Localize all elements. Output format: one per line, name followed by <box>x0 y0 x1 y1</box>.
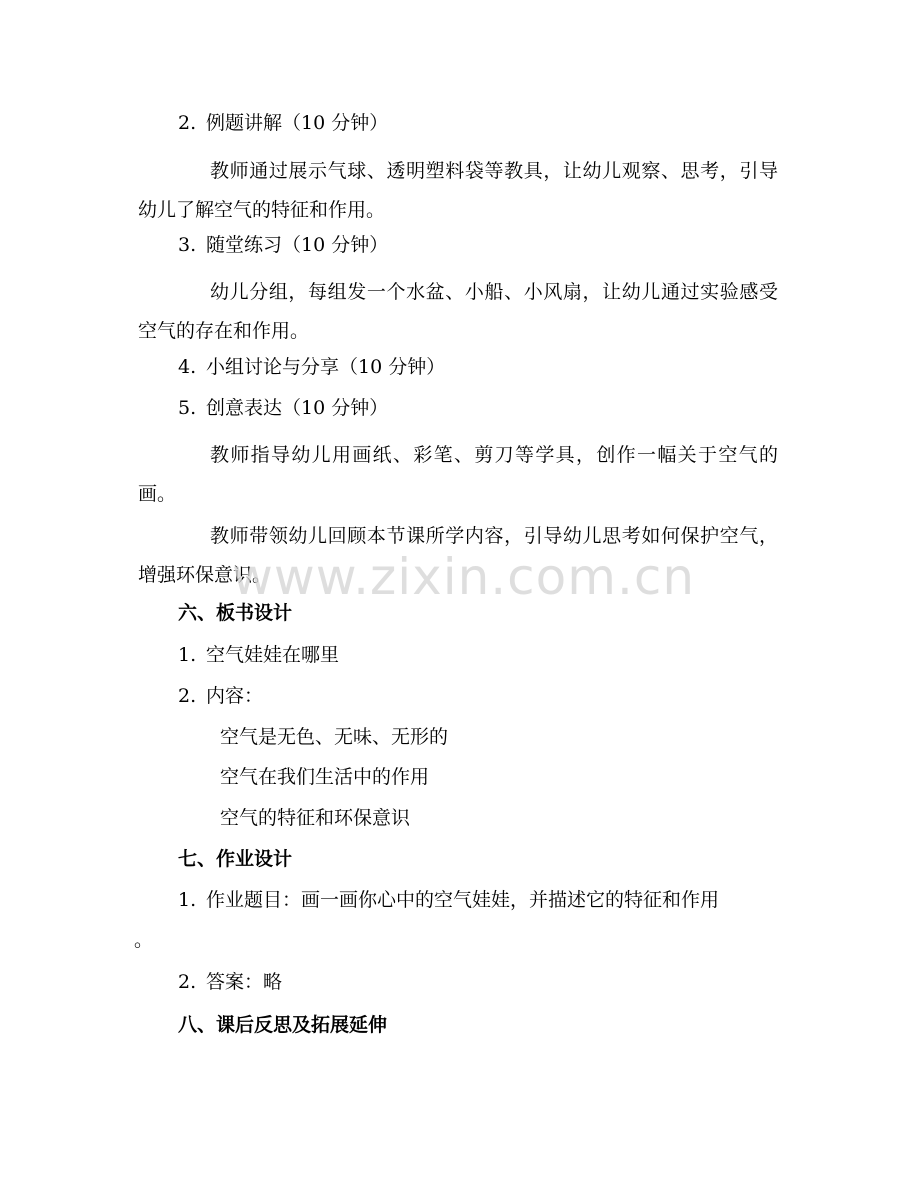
paragraph-drawing-activity: 教师指导幼儿用画纸、彩笔、剪刀等学具，创作一幅关于空气的画。 <box>138 444 778 505</box>
list-item-homework-answer <box>178 970 282 994</box>
board-content-line-3: 空气的特征和环保意识 <box>220 807 411 829</box>
list-number: 5. <box>178 397 197 419</box>
list-item-class-practice <box>178 233 388 257</box>
homework-task-period: 。 <box>134 929 154 951</box>
list-item-text: 空气娃娃在哪里 <box>206 644 340 666</box>
list-item-text: 内容： <box>206 685 264 707</box>
list-item-text: 创意表达（10 分钟） <box>206 397 389 419</box>
paragraph-review: 教师带领幼儿回顾本节课所学内容，引导幼儿思考如何保护空气，增强环保意识。 <box>138 525 778 586</box>
section-heading-homework-design: 七、作业设计 <box>178 848 293 870</box>
list-number: 4. <box>178 356 197 378</box>
paragraph-teacher-demo: 教师通过展示气球、透明塑料袋等教具，让幼儿观察、思考，引导幼儿了解空气的特征和作用。 <box>138 160 778 221</box>
list-item-homework-task <box>178 888 719 912</box>
list-item-text: 答案：略 <box>206 971 283 993</box>
list-item-text: 小组讨论与分享（10 分钟） <box>206 356 446 378</box>
list-number: 3. <box>178 234 197 256</box>
list-item-group-discussion <box>178 355 445 379</box>
section-heading-reflection: 八、课后反思及拓展延伸 <box>178 1014 388 1036</box>
board-content-line-1: 空气是无色、无味、无形的 <box>220 726 449 748</box>
list-item-board-title <box>178 643 339 667</box>
board-content-line-2: 空气在我们生活中的作用 <box>220 766 430 788</box>
list-number: 2. <box>178 971 197 993</box>
list-number: 1. <box>178 889 197 911</box>
list-item-text: 例题讲解（10 分钟） <box>206 112 389 134</box>
list-item-board-content <box>178 684 263 708</box>
list-number: 2. <box>178 112 197 134</box>
list-number: 1. <box>178 644 197 666</box>
watermark-text: www.zixin.com.cn <box>232 548 696 606</box>
list-item-creative-expression <box>178 396 388 420</box>
list-number: 2. <box>178 685 197 707</box>
list-item-text: 作业题目：画一画你心中的空气娃娃，并描述它的特征和作用 <box>206 889 720 911</box>
section-heading-board-design: 六、板书设计 <box>178 602 293 624</box>
paragraph-group-experiment: 幼儿分组，每组发一个水盆、小船、小风扇，让幼儿通过实验感受空气的存在和作用。 <box>138 281 778 342</box>
list-item-text: 随堂练习（10 分钟） <box>206 234 389 256</box>
list-item-example-explanation <box>178 111 388 135</box>
